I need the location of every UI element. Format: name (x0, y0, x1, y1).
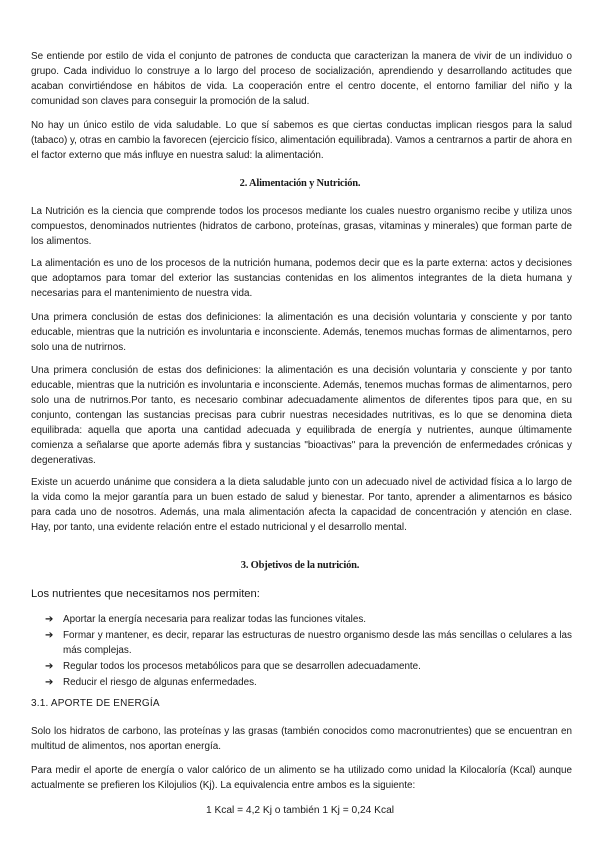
section-heading-objetivos: 3. Objetivos de la nutrición. (240, 560, 360, 571)
list-item-text: Aportar la energía necesaria para realizar todas las funciones vitales. (63, 614, 367, 625)
section-heading-alimentacion: 2. Alimentación y Nutrición. (239, 178, 361, 189)
healthy-diet-paragraph: Existe un acuerdo unánime que considera a la dieta saludable junto con un adecuado nivel de actividad física a lo largo de la vida como la mejor garantía para un buen estado de salud y bienestar. Por tanto, aprender a alimentarnos es básico para cada uno de nosotros. Además, una mala alimentación afecta la capacidad de concentración y atención en clase. Hay, por tanto, una evidente relación entre el estado nutricional y el desarrollo mental. (31, 477, 572, 533)
nutricion-definition-paragraph: La Nutrición es la ciencia que comprende todos los procesos mediante los cuales nuestro organismo recibe y utiliza unos compuestos, denominados nutrientes (hidratos de carbono, proteínas, grasas, vitaminas y minerales) que forman parte de los alimentos. (31, 206, 572, 247)
alimentacion-definition-paragraph: La alimentación es uno de los procesos de la nutrición humana, podemos decir que es la parte externa: actos y decisiones que adoptamos para tomar del exterior las sustancias contenidas en los alimentos integrantes de la dieta humana y necesarias para el mantenimiento de nuestra vida. (31, 258, 572, 299)
subsection-heading-energia: 3.1. APORTE DE ENERGÍA (31, 698, 160, 709)
first-conclusion-paragraph: Una primera conclusión de estas dos definiciones: la alimentación es una decisión voluntaria y consciente y por tanto educable, mientras que la nutrición es involuntaria e inconsciente. Además, tenemos muchas formas de alimentarnos, pero solo una de nutrirnos. (31, 312, 572, 353)
list-item-text: Reducir el riesgo de algunas enfermedades. (63, 677, 257, 688)
arrow-bullet-icon: ➔ (45, 661, 54, 672)
arrow-bullet-icon: ➔ (45, 677, 54, 688)
list-item (45, 659, 572, 674)
energy-units-paragraph: Para medir el aporte de energía o valor calórico de un alimento se ha utilizado como unidad la Kilocaloría (Kcal) aunque actualmente se prefieren los Kilojulios (Kj). La equivalencia entre ambos es la siguiente: (31, 765, 572, 791)
intro-paragraph-2: No hay un único estilo de vida saludable. Lo que sí sabemos es que ciertas conductas implican riesgos para la salud (tabaco) y, otras en cambio la favorecen (ejercicio físico, alimentación equilibrada). Vamos a centrarnos a partir de ahora en el factor externo que más influye en nuestra salud: la alimentación. (31, 120, 572, 161)
list-item (45, 628, 572, 658)
macronutrients-paragraph: Solo los hidratos de carbono, las proteínas y las grasas (también conocidos como macronutrientes) que se encuentran en multitud de alimentos, nos aportan energía. (31, 726, 572, 752)
intro-paragraph-1: Se entiende por estilo de vida el conjunto de patrones de conducta que caracterizan la manera de vivir de un individuo o grupo. Cada individuo lo construye a lo largo del proceso de socialización, aprendiendo y desarrollando actitudes que acaban convirtiéndose en hábitos de vida. La cooperación entre el centro docente, el entorno familiar del niño y la comunidad son claves para conseguir la promoción de la salud. (31, 51, 572, 107)
list-item-text: Formar y mantener, es decir, reparar las estructuras de nuestro organismo desde las más sencillas o celulares a las más complejas. (63, 630, 572, 656)
arrow-bullet-icon: ➔ (45, 614, 54, 625)
list-item (45, 675, 572, 690)
nutrients-lead: Los nutrientes que necesitamos nos permiten: (31, 588, 260, 600)
energy-equivalence-equation: 1 Kcal = 4,2 Kj o también 1 Kj = 0,24 Kcal (205, 805, 395, 816)
balanced-diet-paragraph: Una primera conclusión de estas dos definiciones: la alimentación es una decisión voluntaria y consciente y por tanto educable, mientras que la nutrición es involuntaria e inconsciente. Además, tenemos muchas formas de alimentarnos, pero solo una de nutrirnos.Por tanto, es necesario combinar adecuadamente alimentos de diferentes tipos para que, en su conjunto, contengan las sustancias precisas para cubrir nuestras necesidades nutritivas, es lo que se denomina dieta equilibrada: aquella que aporta una cantidad adecuada y equilibrada de energía y nutrientes, aunque últimamente comienza a señalarse que aporte además fibra y sustancias "bioactivas" para la prevención de enfermedades crónicas y degenerativas. (31, 365, 572, 466)
nutrient-benefits-list (45, 612, 572, 691)
list-item-text: Regular todos los procesos metabólicos para que se desarrollen adecuadamente. (63, 661, 421, 672)
arrow-bullet-icon: ➔ (45, 630, 54, 641)
list-item (45, 612, 572, 627)
